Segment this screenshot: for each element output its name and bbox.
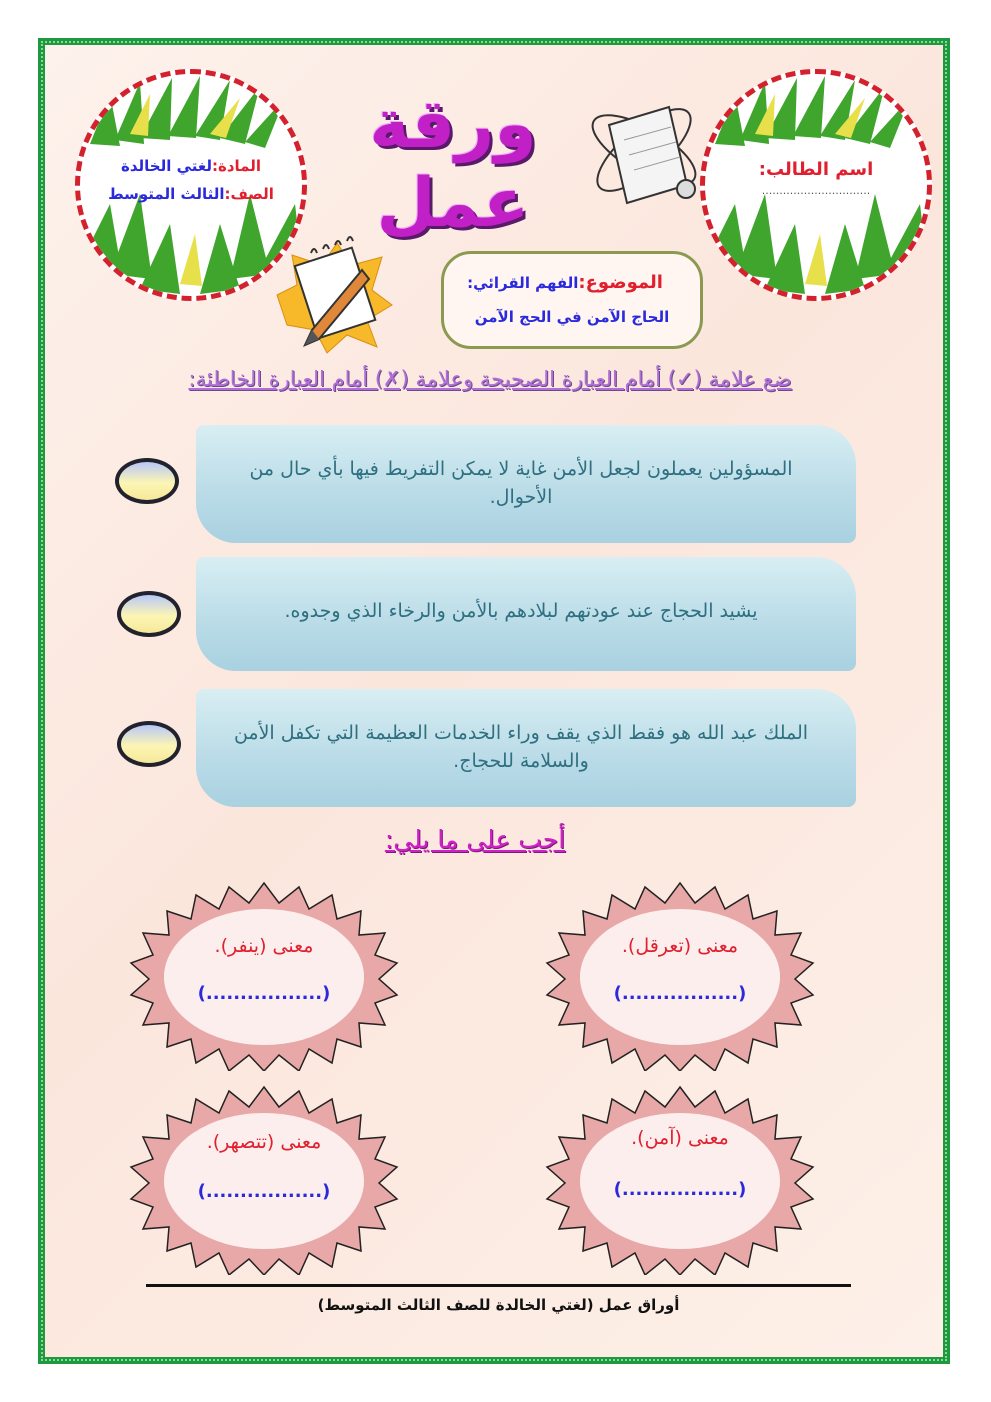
student-label: اسم الطالب: xyxy=(758,159,874,180)
answer-oval[interactable] xyxy=(115,458,179,504)
answer-blank[interactable]: (.................) xyxy=(197,1181,331,1202)
statement-banner xyxy=(196,557,856,671)
topic-label: الموضوع: xyxy=(578,272,663,293)
instruction-true-false: ضع علامة (✓) أمام العبارة الصحيحة وعلامة (✗) أمام العبارة الخاطئة: xyxy=(188,367,792,391)
answer-blank[interactable]: (.................) xyxy=(613,983,747,1004)
question-text: معنى (تعرقل). xyxy=(621,935,739,957)
topic-value: الفهم القرائي: xyxy=(467,274,579,292)
statement-line: والسلامة للحجاج. xyxy=(453,750,589,772)
student-info xyxy=(705,156,927,197)
subject-info xyxy=(80,152,302,208)
topic-box xyxy=(441,251,703,349)
footer-divider xyxy=(146,1284,851,1287)
question-burst xyxy=(129,1085,399,1275)
question-burst xyxy=(545,1085,815,1275)
footer-text: أوراق عمل (لغتي الخالدة للصف الثالث المتوسط) xyxy=(317,1296,680,1314)
question-text: معنى (ينفر). xyxy=(214,935,314,957)
starburst-shape xyxy=(129,881,399,1071)
question-text: معنى (تتصهر). xyxy=(206,1131,322,1153)
statement-banner xyxy=(196,425,856,543)
statement-text xyxy=(202,455,840,511)
question-text: معنى (آمن). xyxy=(631,1127,729,1149)
student-name-field[interactable]: ............................... xyxy=(761,184,871,197)
worksheet-page xyxy=(38,38,950,1364)
starburst-shape xyxy=(545,881,815,1071)
question-burst xyxy=(545,881,815,1071)
answer-oval[interactable] xyxy=(117,591,181,637)
statement-line: المسؤولين يعملون لجعل الأمن غاية لا يمكن التفريط فيها بأي حال من xyxy=(249,458,793,480)
statement-banner xyxy=(196,689,856,807)
topic-line xyxy=(444,272,686,293)
lesson-title: الحاج الآمن في الحج الآمن xyxy=(474,308,670,326)
worksheet-title: ورقة عمل xyxy=(369,85,537,243)
answer-blank[interactable]: (.................) xyxy=(613,1179,747,1200)
student-circle xyxy=(700,69,932,301)
statement-line: يشيد الحجاج عند عودتهم لبلادهم بالأمن والرخاء الذي وجدوه. xyxy=(284,600,758,622)
statement-text xyxy=(202,597,840,625)
statement-line: الأحوال. xyxy=(489,486,553,508)
answer-blank[interactable]: (.................) xyxy=(197,983,331,1004)
statement-text xyxy=(202,719,840,775)
starburst-shape xyxy=(129,1085,399,1275)
answer-oval[interactable] xyxy=(117,721,181,767)
grade-value: الثالث المتوسط xyxy=(108,185,225,203)
pencil-notepad-icon xyxy=(267,235,397,355)
statement-line: الملك عبد الله هو فقط الذي يقف وراء الخدمات العظيمة التي تكفل الأمن xyxy=(233,722,809,744)
subject-value: لغتي الخالدة xyxy=(120,157,212,175)
answer-section-title: أجب على ما يلي: xyxy=(384,825,566,854)
scroll-icon xyxy=(579,85,709,215)
subject-label: المادة: xyxy=(211,157,261,175)
question-burst xyxy=(129,881,399,1071)
grade-label: الصف: xyxy=(224,185,274,203)
